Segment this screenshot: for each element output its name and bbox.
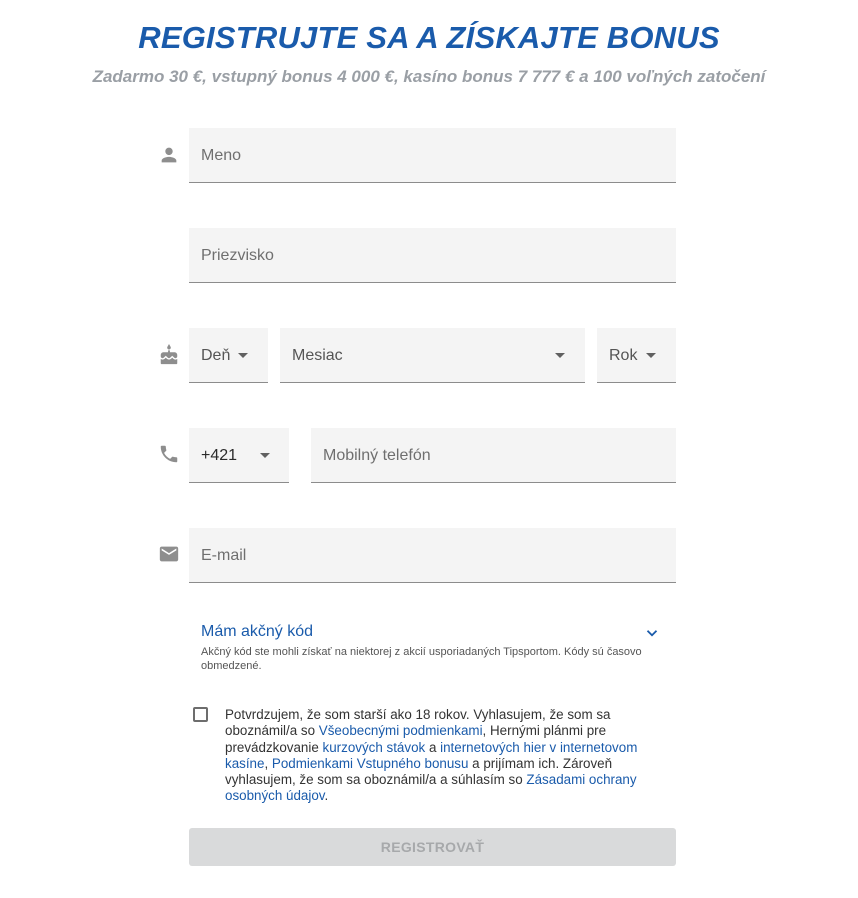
promo-code-note: Akčný kód ste mohli získať na niektorej z akcií usporiadaných Tipsportom. Kódy sú časovo obmedzené.: [201, 646, 642, 672]
consent-text: [225, 707, 675, 805]
bonus-subtitle: Zadarmo 30 €, vstupný bonus 4 000 €, kasíno bonus 7 777 € a 100 voľných zatočení: [92, 67, 766, 86]
online-casino-link[interactable]: internetových hier v internetovom kasíne: [225, 739, 638, 771]
chevron-down-icon: [555, 353, 565, 358]
phone-icon: [158, 443, 180, 465]
phone-prefix-value: +421: [201, 447, 238, 464]
birth-day-label: Deň: [201, 347, 231, 364]
consent-text-part: .: [324, 788, 329, 804]
mobile-phone-label: Mobilný telefón: [323, 447, 431, 464]
chevron-down-icon: [260, 453, 270, 458]
chevron-down-icon[interactable]: [643, 624, 661, 642]
email-label: E-mail: [201, 547, 247, 564]
person-icon: [158, 144, 180, 166]
chevron-down-icon: [646, 353, 656, 358]
birth-year-label: Rok: [609, 347, 638, 364]
birth-day-select[interactable]: [189, 328, 268, 383]
first-name-field[interactable]: [189, 128, 676, 183]
consent-text-part: , Hernými plánmi pre prevádzkovanie: [225, 723, 607, 755]
promo-code-toggle[interactable]: Mám akčný kód: [201, 623, 314, 640]
chevron-down-icon: [238, 353, 248, 358]
birth-month-label: Mesiac: [292, 347, 343, 364]
odds-betting-link[interactable]: kurzových stávok: [322, 739, 426, 755]
general-terms-link[interactable]: Všeobecnými podmienkami: [318, 723, 483, 739]
email-icon: [158, 543, 180, 565]
privacy-policy-link[interactable]: Zásadami ochrany osobných údajov: [225, 772, 637, 804]
birth-month-select[interactable]: [280, 328, 585, 383]
consent-checkbox[interactable]: [193, 707, 208, 722]
consent-text-part: Potvrdzujem, že som starší ako 18 rokov. Vyhlasujem, že som sa oboznámil/a so: [225, 707, 611, 739]
mobile-phone-field[interactable]: [311, 428, 676, 483]
birth-year-select[interactable]: [597, 328, 676, 383]
last-name-label: Priezvisko: [201, 247, 274, 264]
last-name-field[interactable]: [189, 228, 676, 283]
birthday-cake-icon: [158, 344, 180, 366]
first-name-label: Meno: [201, 147, 242, 164]
register-button[interactable]: REGISTROVAŤ: [189, 828, 676, 866]
entry-bonus-terms-link[interactable]: Podmienkami Vstupného bonusu: [271, 755, 469, 771]
page-title: REGISTRUJTE SA A ZÍSKAJTE BONUS: [138, 20, 720, 55]
consent-text-part: a prijímam ich. Zároveň vyhlasujem, že som sa oboznámil/a a súhlasím so: [225, 755, 613, 788]
consent-text-part: a: [425, 739, 441, 755]
phone-prefix-select[interactable]: [189, 428, 289, 483]
consent-text-part: ,: [264, 755, 272, 771]
email-field[interactable]: [189, 528, 676, 583]
